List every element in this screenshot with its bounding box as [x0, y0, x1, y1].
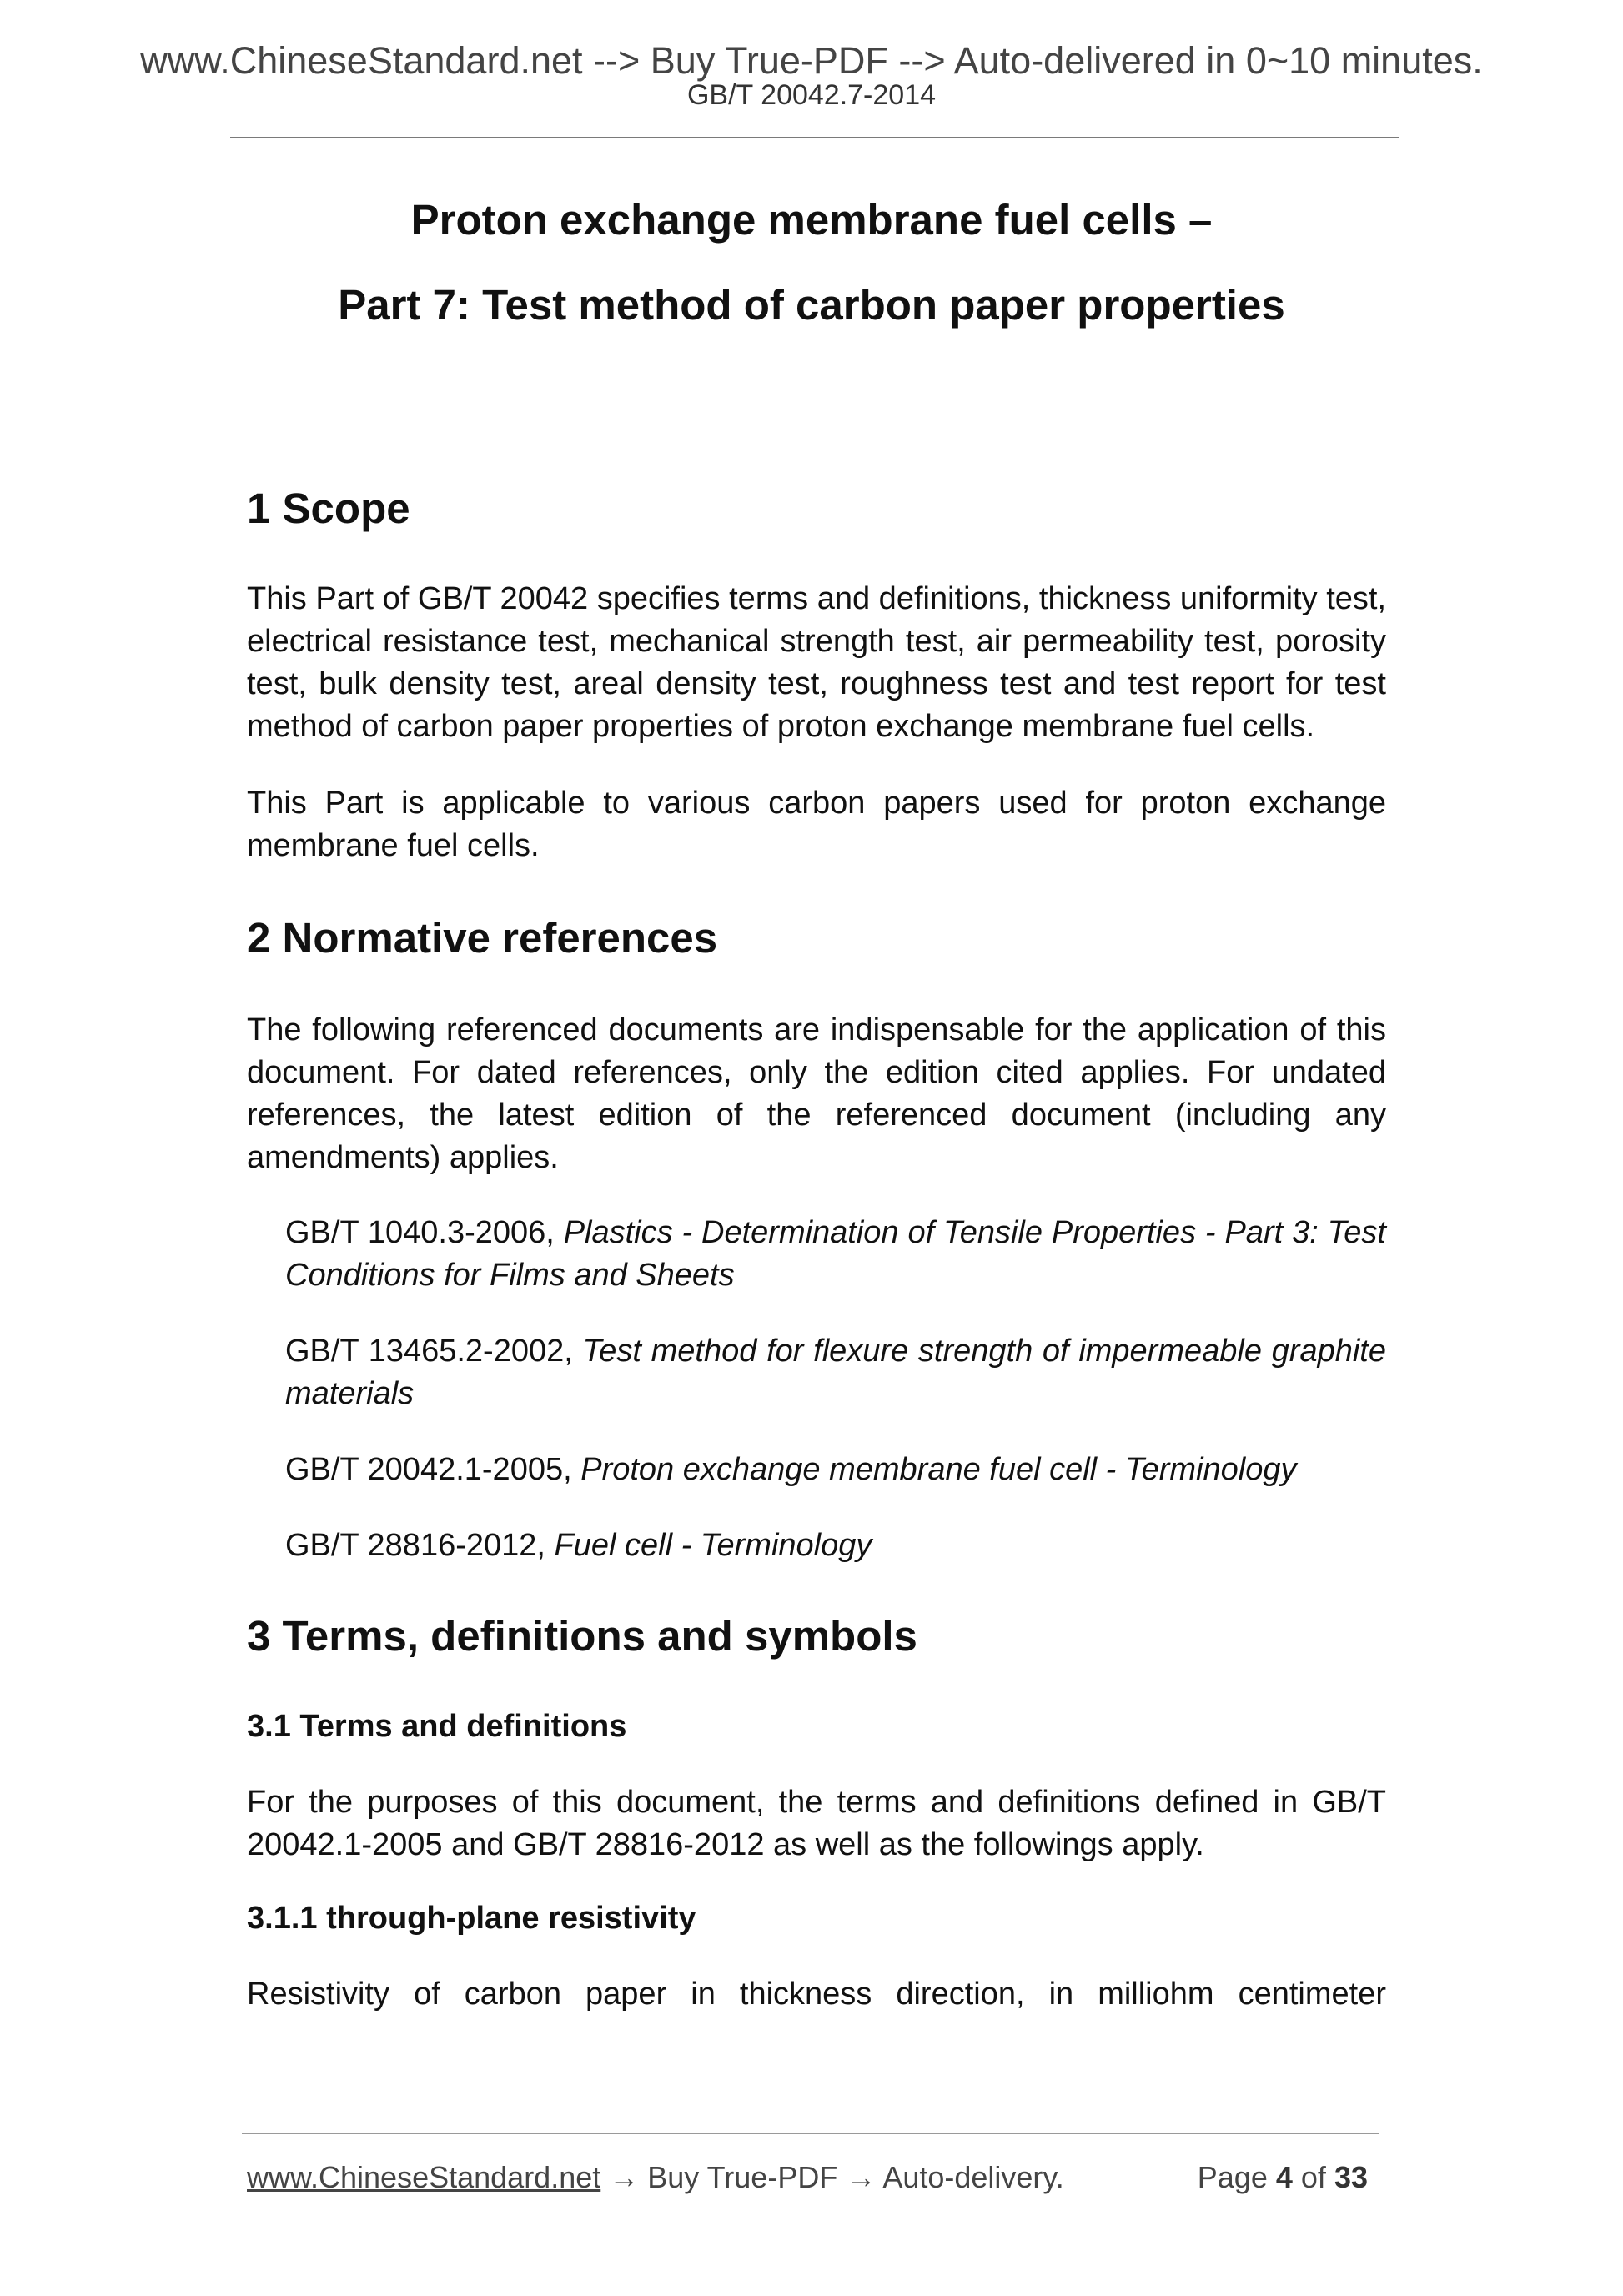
reference-item [285, 1330, 1386, 1415]
scope-paragraph-1: This Part of GB/T 20042 specifies terms and definitions, thickness uniformity test, electrical resistance test, mechanical strength test, air permeability test, porosity test, bulk density test, areal density test, roughness test and test report for test method of carbon paper properties of proton exchange membrane fuel cells. [247, 581, 1386, 744]
page-number: 4 [1275, 2160, 1293, 2194]
footer-divider [242, 2133, 1379, 2134]
title-line-2: Part 7: Test method of carbon paper properties [338, 281, 1285, 329]
reference-title: Plastics - Determination of Tensile Properties - Part 3: Test Conditions for Films and Sheets [285, 1215, 1386, 1293]
reference-code: GB/T 1040.3-2006, [285, 1215, 564, 1250]
page-footer [247, 2157, 1379, 2198]
reference-title: Fuel cell - Terminology [554, 1528, 872, 1563]
header-divider [230, 137, 1399, 138]
of-word: of [1300, 2160, 1326, 2194]
reference-item [285, 1212, 1386, 1297]
reference-item [285, 1525, 1386, 1567]
page-word: Page [1197, 2160, 1268, 2194]
section-2-heading: 2 Normative references [247, 914, 718, 962]
subsection-3-1-heading: 3.1 Terms and definitions [247, 1709, 627, 1744]
standard-code: GB/T 20042.7-2014 [686, 79, 937, 111]
page-counter [1198, 2157, 1368, 2198]
reference-title: Test method for flexure strength of impermeable graphite materials [285, 1334, 1386, 1411]
section-1-heading: 1 Scope [247, 485, 410, 532]
reference-code: GB/T 13465.2-2002, [285, 1334, 583, 1369]
footer-left [247, 2157, 1064, 2198]
term-3-1-1-paragraph: Resistivity of carbon paper in thickness direction, in milliohm centimeter [247, 1977, 1386, 2012]
footer-tagline: → Buy True-PDF → Auto-delivery. [600, 2160, 1064, 2194]
title-line-1: Proton exchange membrane fuel cells – [410, 196, 1213, 244]
reference-code: GB/T 28816-2012, [285, 1528, 555, 1563]
section-3-heading: 3 Terms, definitions and symbols [247, 1612, 917, 1660]
reference-code: GB/T 20042.1-2005, [285, 1452, 581, 1487]
references-intro: The following referenced documents are indispensable for the application of this document. For dated references, only the edition cited applies. For undated references, the latest edition of the referenced document (including any amendments) applies. [247, 1012, 1386, 1175]
scope-paragraph-2: This Part is applicable to various carbon papers used for proton exchange membrane fuel cells. [247, 786, 1386, 863]
document-body [247, 484, 1386, 2016]
total-pages: 33 [1334, 2160, 1368, 2194]
header-banner: www.ChineseStandard.net --> Buy True-PDF --> Auto-delivered in 0~10 minutes. [140, 39, 1483, 82]
footer-site-link[interactable]: www.ChineseStandard.net [247, 2160, 601, 2194]
terms-paragraph: For the purposes of this document, the terms and definitions defined in GB/T 20042.1-2005 and GB/T 28816-2012 as well as the followings apply. [247, 1785, 1386, 1862]
reference-item [285, 1449, 1386, 1491]
term-3-1-1-heading: 3.1.1 through-plane resistivity [247, 1901, 696, 1936]
reference-title: Proton exchange membrane fuel cell - Terminology [580, 1452, 1297, 1487]
